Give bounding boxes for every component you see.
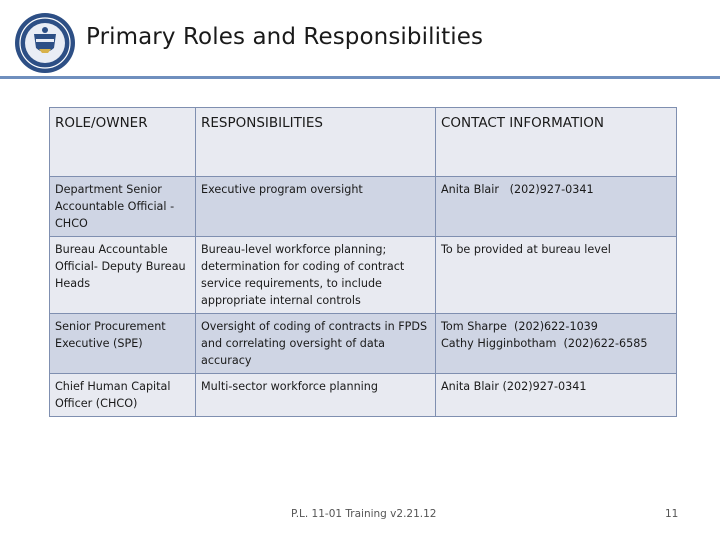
cell-line: Department Senior	[55, 183, 162, 196]
cell-line: Cathy Higginbotham (202)622-6585	[441, 337, 648, 350]
contact-cell	[436, 237, 677, 314]
cell-line: To be provided at bureau level	[441, 243, 611, 256]
footer-text: P.L. 11-01 Training v2.21.12	[291, 508, 437, 520]
contact-cell	[436, 374, 677, 417]
cell-line: Officer (CHCO)	[55, 397, 138, 410]
role-cell	[50, 177, 196, 237]
treasury-seal-icon	[14, 12, 76, 74]
cell-line: Chief Human Capital	[55, 380, 171, 393]
cell-line: accuracy	[201, 354, 252, 367]
table-row	[50, 314, 677, 374]
cell-line: appropriate internal controls	[201, 294, 361, 307]
table-row	[50, 177, 677, 237]
contact-cell	[436, 314, 677, 374]
page-title: Primary Roles and Responsibilities	[86, 24, 484, 50]
cell-line: Bureau Accountable	[55, 243, 168, 256]
responsibilities-cell	[196, 237, 436, 314]
header-responsibilities: RESPONSIBILITIES	[196, 108, 436, 177]
cell-line: and correlating oversight of data	[201, 337, 386, 350]
cell-line: service requirements, to include	[201, 277, 382, 290]
cell-line: Anita Blair (202)927-0341	[441, 380, 587, 393]
cell-line: Tom Sharpe (202)622-1039	[441, 320, 598, 333]
responsibilities-cell	[196, 177, 436, 237]
table-header-row	[50, 108, 677, 177]
table-row	[50, 237, 677, 314]
page-number: 11	[665, 508, 679, 520]
cell-line: determination for coding of contract	[201, 260, 405, 273]
role-cell	[50, 314, 196, 374]
role-cell	[50, 374, 196, 417]
table-row	[50, 374, 677, 417]
cell-line: Official- Deputy Bureau	[55, 260, 186, 273]
cell-line: Multi-sector workforce planning	[201, 380, 378, 393]
cell-line: Executive program oversight	[201, 183, 363, 196]
contact-cell	[436, 177, 677, 237]
cell-line: Heads	[55, 277, 91, 290]
header-contact: CONTACT INFORMATION	[436, 108, 677, 177]
cell-line: Anita Blair (202)927-0341	[441, 183, 594, 196]
responsibilities-cell	[196, 374, 436, 417]
role-cell	[50, 237, 196, 314]
roles-table	[49, 107, 677, 417]
responsibilities-cell	[196, 314, 436, 374]
cell-line: CHCO	[55, 217, 88, 230]
header-role: ROLE/OWNER	[50, 108, 196, 177]
title-divider	[0, 76, 720, 79]
cell-line: Accountable Official -	[55, 200, 175, 213]
cell-line: Oversight of coding of contracts in FPDS	[201, 320, 428, 333]
cell-line: Bureau-level workforce planning;	[201, 243, 387, 256]
cell-line: Senior Procurement	[55, 320, 166, 333]
cell-line: Executive (SPE)	[55, 337, 143, 350]
